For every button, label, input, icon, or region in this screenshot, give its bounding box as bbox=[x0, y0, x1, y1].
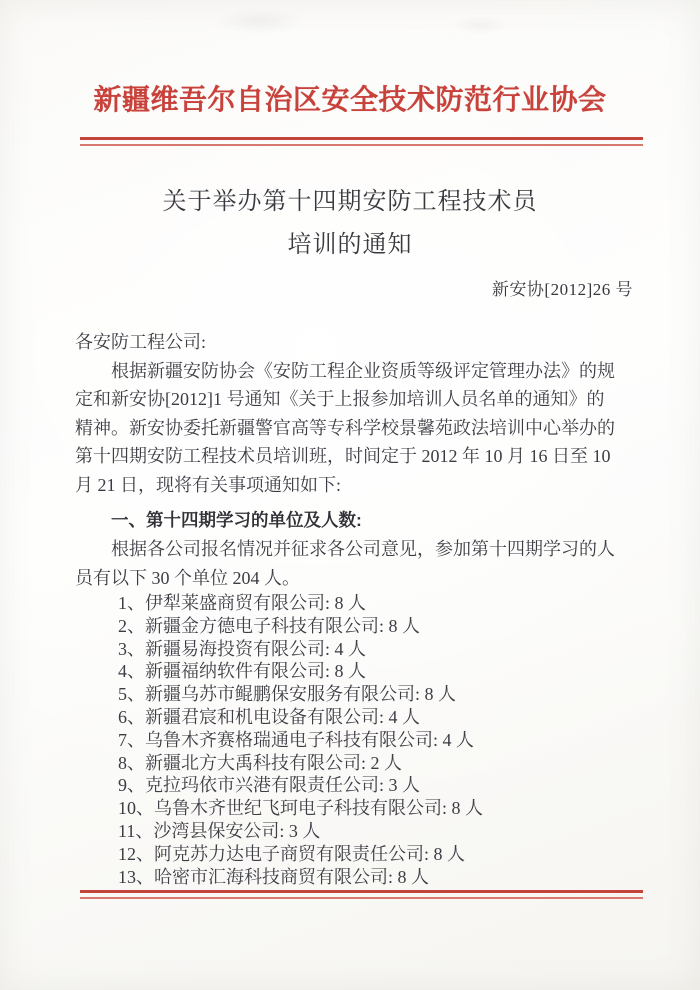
paragraph-line: 根据各公司报名情况并征求各公司意见，参加第十四期学习的人 bbox=[111, 539, 615, 559]
list-item: 12、阿克苏力达电子商贸有限责任公司: 8 人 bbox=[118, 843, 465, 864]
list-item: 6、新疆君宸和机电设备有限公司: 4 人 bbox=[118, 706, 420, 727]
document-number: 新安协[2012]26 号 bbox=[491, 280, 633, 299]
notice-title-line1: 关于举办第十四期安防工程技术员 bbox=[162, 189, 538, 215]
unit-list bbox=[75, 592, 633, 888]
scan-artifact bbox=[215, 8, 305, 34]
paragraph-line: 员有以下 30 个单位 204 人。 bbox=[75, 567, 300, 588]
list-item: 9、克拉玛依市兴港有限责任公司: 3 人 bbox=[118, 775, 420, 796]
salutation: 各安防工程公司: bbox=[75, 332, 207, 352]
scan-artifact bbox=[450, 16, 510, 34]
organization-name-header: 新疆维吾尔自治区安全技术防范行业协会 bbox=[93, 85, 607, 116]
paragraph-line: 精神。新安协委托新疆警官高等专科学校景馨苑政法培训中心举办的 bbox=[75, 417, 615, 438]
paragraph-line: 根据新疆安防协会《安防工程企业资质等级评定管理办法》的规 bbox=[111, 360, 615, 381]
notice-title-line2: 培训的通知 bbox=[287, 232, 413, 258]
list-item: 4、新疆福纳软件有限公司: 8 人 bbox=[118, 661, 366, 682]
list-item: 10、乌鲁木齐世纪飞珂电子科技有限公司: 8 人 bbox=[118, 798, 483, 819]
paragraph-line: 月 21 日，现将有关事项通知如下: bbox=[75, 474, 341, 495]
header-red-rule bbox=[80, 137, 643, 146]
list-item: 3、新疆易海投资有限公司: 4 人 bbox=[118, 638, 366, 659]
notice-body bbox=[75, 328, 633, 888]
list-item: 11、沙湾县保安公司: 3 人 bbox=[118, 820, 321, 841]
footer-red-rule bbox=[80, 890, 643, 899]
section-1-heading: 一、第十四期学习的单位及人数: bbox=[111, 510, 362, 530]
list-item: 1、伊犁莱盛商贸有限公司: 8 人 bbox=[118, 593, 366, 613]
paragraph-line: 定和新安协[2012]1 号通知《关于上报参加培训人员名单的通知》的 bbox=[75, 389, 605, 409]
paragraph-2 bbox=[75, 535, 633, 592]
list-item: 5、新疆乌苏市鲲鹏保安服务有限公司: 8 人 bbox=[118, 684, 456, 705]
list-item: 2、新疆金方德电子科技有限公司: 8 人 bbox=[118, 615, 420, 636]
list-item: 8、新疆北方大禹科技有限公司: 2 人 bbox=[118, 752, 402, 773]
list-item: 13、哈密市汇海科技商贸有限公司: 8 人 bbox=[118, 866, 429, 887]
notice-title bbox=[0, 181, 700, 267]
paragraph-line: 第十四期安防工程技术员培训班，时间定于 2012 年 10 月 16 日至 10 bbox=[75, 446, 611, 466]
list-item: 7、乌鲁木齐赛格瑞通电子科技有限公司: 4 人 bbox=[118, 729, 474, 750]
paragraph-1 bbox=[75, 357, 633, 500]
